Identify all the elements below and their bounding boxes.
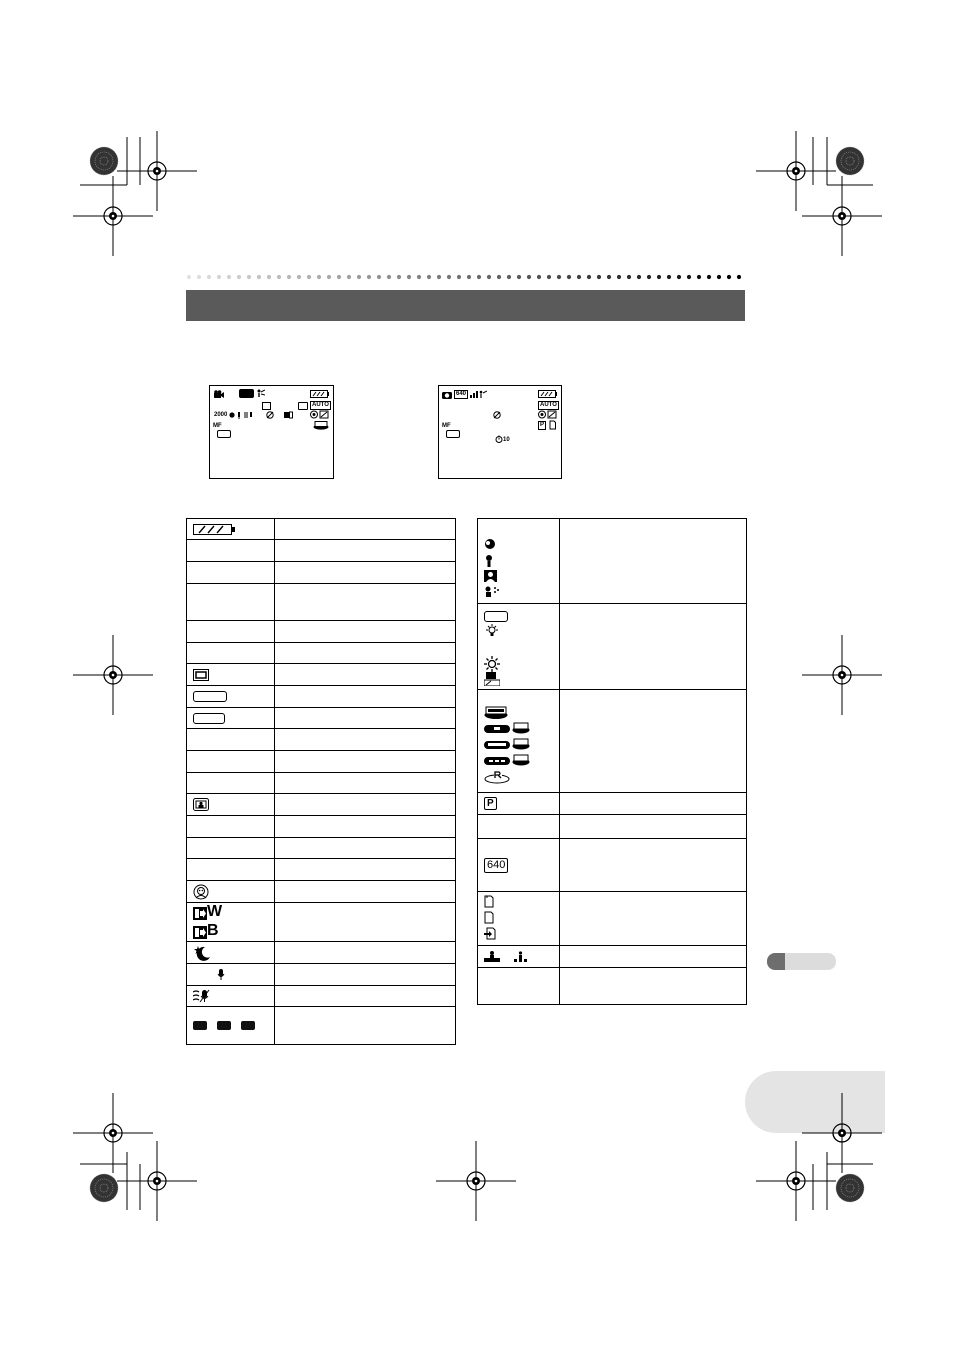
recording-mode-icon [241, 1021, 255, 1030]
table-row [478, 968, 747, 1005]
rule-dot [587, 275, 591, 279]
table-row [187, 942, 456, 964]
rule-dot [477, 275, 481, 279]
icon-cell [187, 751, 275, 773]
icon-cell [187, 773, 275, 794]
rule-dot [237, 275, 241, 279]
icon-cell [478, 968, 560, 1005]
description-cell [560, 519, 747, 604]
rule-dot [557, 275, 561, 279]
table-row [187, 816, 456, 838]
soft-skin-and-shot-icons [538, 410, 557, 419]
battery-icon [310, 390, 329, 398]
disc-vr-ram-icon [484, 722, 530, 734]
rule-dot [447, 275, 451, 279]
rule-dot [687, 275, 691, 279]
card-icon [484, 911, 494, 924]
table-row [187, 686, 456, 708]
fade-black-letter: B [207, 922, 219, 939]
rule-dot [467, 275, 471, 279]
description-cell [560, 690, 747, 793]
description-cell [275, 643, 456, 664]
blank-white-balance-box-icon [484, 611, 508, 622]
table-row [478, 815, 747, 839]
still-picture-screen-preview [438, 385, 562, 479]
description-cell [275, 773, 456, 794]
screen-icon [262, 402, 271, 410]
disc-plus-ram-icon [484, 754, 530, 766]
auto-indicator: AUTO [540, 402, 557, 408]
rule-dot [527, 275, 531, 279]
rule-dot [287, 275, 291, 279]
fade-icon [284, 411, 295, 419]
table-row [478, 690, 747, 793]
icon-cell [187, 562, 275, 584]
icon-cell [187, 729, 275, 751]
table-row [187, 986, 456, 1007]
backlight-icon [298, 402, 308, 410]
description-cell [275, 686, 456, 708]
microphone-icon [217, 969, 225, 980]
disc-video-ram-icon [484, 738, 530, 750]
rule-dot [567, 275, 571, 279]
preview-frame-box [217, 430, 231, 438]
fade-icon [193, 926, 207, 939]
table-row [478, 892, 747, 946]
night-mode-icon [193, 945, 211, 961]
description-cell [275, 519, 456, 540]
right-indications-table [477, 518, 747, 1005]
description-cell [275, 540, 456, 562]
table-row [187, 729, 456, 751]
rule-dot [627, 275, 631, 279]
description-cell [275, 964, 456, 986]
recording-mode-icon [217, 1021, 231, 1030]
table-row [478, 793, 747, 815]
mic-icons [229, 411, 259, 419]
icon-cell [187, 986, 275, 1007]
description-cell [275, 986, 456, 1007]
table-row [187, 708, 456, 729]
timer-seconds: 10 [503, 437, 510, 443]
description-cell [560, 946, 747, 968]
icon-cell [187, 903, 275, 942]
indoor-lamp-icon [484, 624, 500, 638]
dotted-rule [186, 273, 746, 281]
side-index-tab-marker [767, 953, 785, 970]
table-row [187, 540, 456, 562]
rule-dot [577, 275, 581, 279]
rule-dot [427, 275, 431, 279]
rule-dot [617, 275, 621, 279]
description-cell [275, 562, 456, 584]
rule-dot [657, 275, 661, 279]
icon-cell [187, 816, 275, 838]
icon-cell [187, 964, 275, 986]
rule-dot [517, 275, 521, 279]
table-row [187, 859, 456, 881]
rule-dot [647, 275, 651, 279]
rule-dot [667, 275, 671, 279]
rule-dot [377, 275, 381, 279]
rule-dot [597, 275, 601, 279]
description-cell [560, 892, 747, 946]
icon-cell [187, 621, 275, 643]
sunny-icon [484, 656, 500, 672]
table-row [187, 881, 456, 903]
description-cell [275, 664, 456, 686]
icon-cell [187, 859, 275, 881]
description-cell [560, 968, 747, 1005]
rule-dot [187, 275, 191, 279]
description-cell [275, 1007, 456, 1045]
table-row [187, 964, 456, 986]
icon-cell [187, 686, 275, 708]
description-cell [275, 729, 456, 751]
section-header-bar [186, 290, 745, 321]
soft-skin-icon [193, 884, 209, 900]
rule-dot [607, 275, 611, 279]
card-icon [549, 420, 556, 430]
icon-cell [187, 881, 275, 903]
table-row [187, 751, 456, 773]
table-row [187, 903, 456, 942]
table-row [187, 562, 456, 584]
description-cell [275, 838, 456, 859]
rule-dot [487, 275, 491, 279]
blank-mode-box-icon [193, 713, 225, 724]
rule-dot [497, 275, 501, 279]
spotlight-mode-icon [484, 554, 494, 568]
backlight-icon [193, 798, 209, 811]
table-row [478, 839, 747, 892]
card-access-icon [484, 927, 497, 940]
preview-frame-box [446, 430, 460, 438]
table-row [187, 773, 456, 794]
description-cell [560, 839, 747, 892]
rule-dot [457, 275, 461, 279]
rule-dot [407, 275, 411, 279]
rule-dot [247, 275, 251, 279]
table-row [478, 946, 747, 968]
disc-ram-icon [484, 706, 508, 720]
stabilizer-off-icon [493, 411, 501, 419]
icon-cell [478, 839, 560, 892]
rule-dot [717, 275, 721, 279]
disc-ram-icon [313, 421, 329, 430]
focus-indicator: MF [442, 423, 451, 429]
manual-white-balance-icon [484, 672, 500, 686]
icon-cell [187, 664, 275, 686]
rule-dot [387, 275, 391, 279]
description-cell [560, 815, 747, 839]
description-cell [275, 859, 456, 881]
soft-skin-and-shot-icons [310, 410, 329, 419]
rule-dot [547, 275, 551, 279]
fade-white-letter: W [207, 903, 223, 920]
rule-dot [317, 275, 321, 279]
table-row [187, 1007, 456, 1045]
icon-cell [478, 815, 560, 839]
icon-cell [478, 519, 560, 604]
table-row [187, 519, 456, 540]
rule-dot [637, 275, 641, 279]
description-cell [275, 794, 456, 816]
fade-white-item [193, 903, 274, 922]
portrait-mode-icon [484, 538, 496, 550]
registration-mark-overlay [802, 1093, 882, 1173]
card-icon [484, 895, 494, 908]
screen-frame-icon [193, 669, 209, 681]
rule-dot [677, 275, 681, 279]
description-cell [560, 793, 747, 815]
rule-dot [307, 275, 311, 279]
blank-mode-box-icon [193, 691, 227, 702]
rule-dot [267, 275, 271, 279]
movie-camera-icon [214, 390, 224, 399]
rule-dot [337, 275, 341, 279]
description-cell [560, 604, 747, 690]
icon-cell [187, 708, 275, 729]
rule-dot [207, 275, 211, 279]
rule-dot [727, 275, 731, 279]
table-row [187, 643, 456, 664]
quality-and-motion-icons [470, 390, 487, 399]
rule-dot [417, 275, 421, 279]
motion-picture-screen-preview [209, 385, 334, 479]
description-cell [275, 881, 456, 903]
surf-snow-mode-icon [484, 570, 497, 582]
picture-quality-icons [484, 951, 528, 963]
rule-dot [737, 275, 741, 279]
camera-icon [442, 390, 452, 399]
table-row [187, 664, 456, 686]
icon-cell [187, 838, 275, 859]
icon-cell [187, 540, 275, 562]
rule-dot [367, 275, 371, 279]
rule-dot [397, 275, 401, 279]
progressive-icon: P [484, 797, 497, 810]
fade-black-item [193, 922, 274, 941]
icon-cell [478, 946, 560, 968]
picture-size-640-icon: 640 [484, 858, 508, 873]
picture-size-indicator: 640 [456, 391, 467, 397]
icon-cell [187, 794, 275, 816]
rule-dot [217, 275, 221, 279]
rule-dot [327, 275, 331, 279]
recording-mode-icon [193, 1021, 207, 1030]
rule-dot [707, 275, 711, 279]
icon-cell [187, 643, 275, 664]
icon-cell [187, 942, 275, 964]
disc-r-icon [484, 770, 510, 784]
icon-cell [478, 793, 560, 815]
icon-cell [478, 892, 560, 946]
rule-dot [197, 275, 201, 279]
icon-cell [187, 584, 275, 621]
table-row [478, 519, 747, 604]
auto-indicator: AUTO [312, 402, 329, 408]
description-cell [275, 621, 456, 643]
description-cell [275, 708, 456, 729]
rule-dot [537, 275, 541, 279]
rule-dot [347, 275, 351, 279]
sports-mode-icon [484, 586, 500, 598]
table-row [187, 794, 456, 816]
fade-icon [193, 907, 207, 920]
table-row [187, 838, 456, 859]
icon-cell [478, 690, 560, 793]
battery-icon [193, 523, 235, 535]
motion-icon [256, 389, 265, 398]
table-row [478, 604, 747, 690]
icon-cell [187, 519, 275, 540]
stabilizer-off-icon [266, 411, 274, 419]
left-indications-table [186, 518, 456, 1045]
table-row [187, 621, 456, 643]
icon-cell [478, 604, 560, 690]
mode-badge [239, 389, 254, 398]
description-cell [275, 584, 456, 621]
progressive-indicator: P [540, 422, 545, 428]
focus-indicator: MF [213, 423, 222, 429]
battery-icon [538, 390, 557, 398]
rule-dot [507, 275, 511, 279]
rule-dot [227, 275, 231, 279]
rule-dot [357, 275, 361, 279]
rule-dot [257, 275, 261, 279]
description-cell [275, 816, 456, 838]
rule-dot [297, 275, 301, 279]
rule-dot [697, 275, 701, 279]
wind-noise-icon [193, 989, 210, 1003]
rule-dot [437, 275, 441, 279]
table-row [187, 584, 456, 621]
rule-dot [277, 275, 281, 279]
icon-cell [187, 1007, 275, 1045]
counter-text: 2000 [214, 412, 228, 418]
description-cell [275, 751, 456, 773]
description-cell [275, 942, 456, 964]
timer-icon [495, 435, 503, 443]
description-cell [275, 903, 456, 942]
